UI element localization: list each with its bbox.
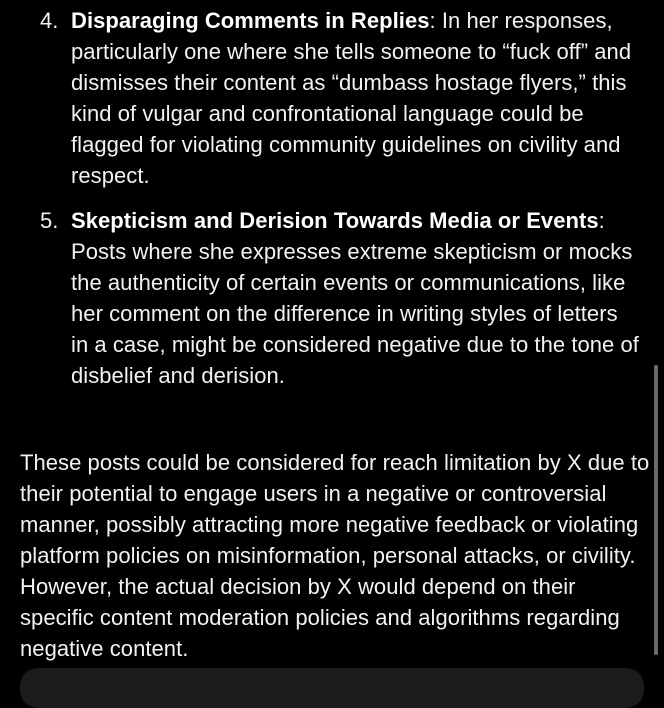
list-item-body bbox=[71, 5, 641, 191]
list-item-number: 5. bbox=[40, 208, 59, 233]
message-input-bar[interactable] bbox=[20, 668, 644, 708]
list-item-title: Disparaging Comments in Replies bbox=[71, 8, 430, 33]
list-item-text: : Posts where she expresses extreme skepticism or mocks the authenticity of certain events or communications, like her comment on the difference in writing styles of letters in a case, might be considered negative due to the tone of disbelief and derision. bbox=[71, 208, 639, 388]
summary-paragraph: These posts could be considered for reach limitation by X due to their potential to engage users in a negative or controversial manner, possibly attracting more negative feedback or violating platform policies on misinformation, personal attacks, or civility. However, the actual decision by X would depend on their specific content moderation policies and algorithms regarding negative content. bbox=[20, 450, 650, 661]
list-item-body bbox=[71, 205, 641, 391]
list-item-text: : In her responses, particularly one where she tells someone to “fuck off” and dismisses their content as “dumbass hostage flyers,” this kind of vulgar and confrontational language could be flagged for violating community guidelines on civility and respect. bbox=[71, 8, 632, 188]
scrollbar[interactable] bbox=[654, 365, 658, 655]
list-item-number: 4. bbox=[40, 8, 59, 33]
list-item-title: Skepticism and Derision Towards Media or Events bbox=[71, 208, 599, 233]
